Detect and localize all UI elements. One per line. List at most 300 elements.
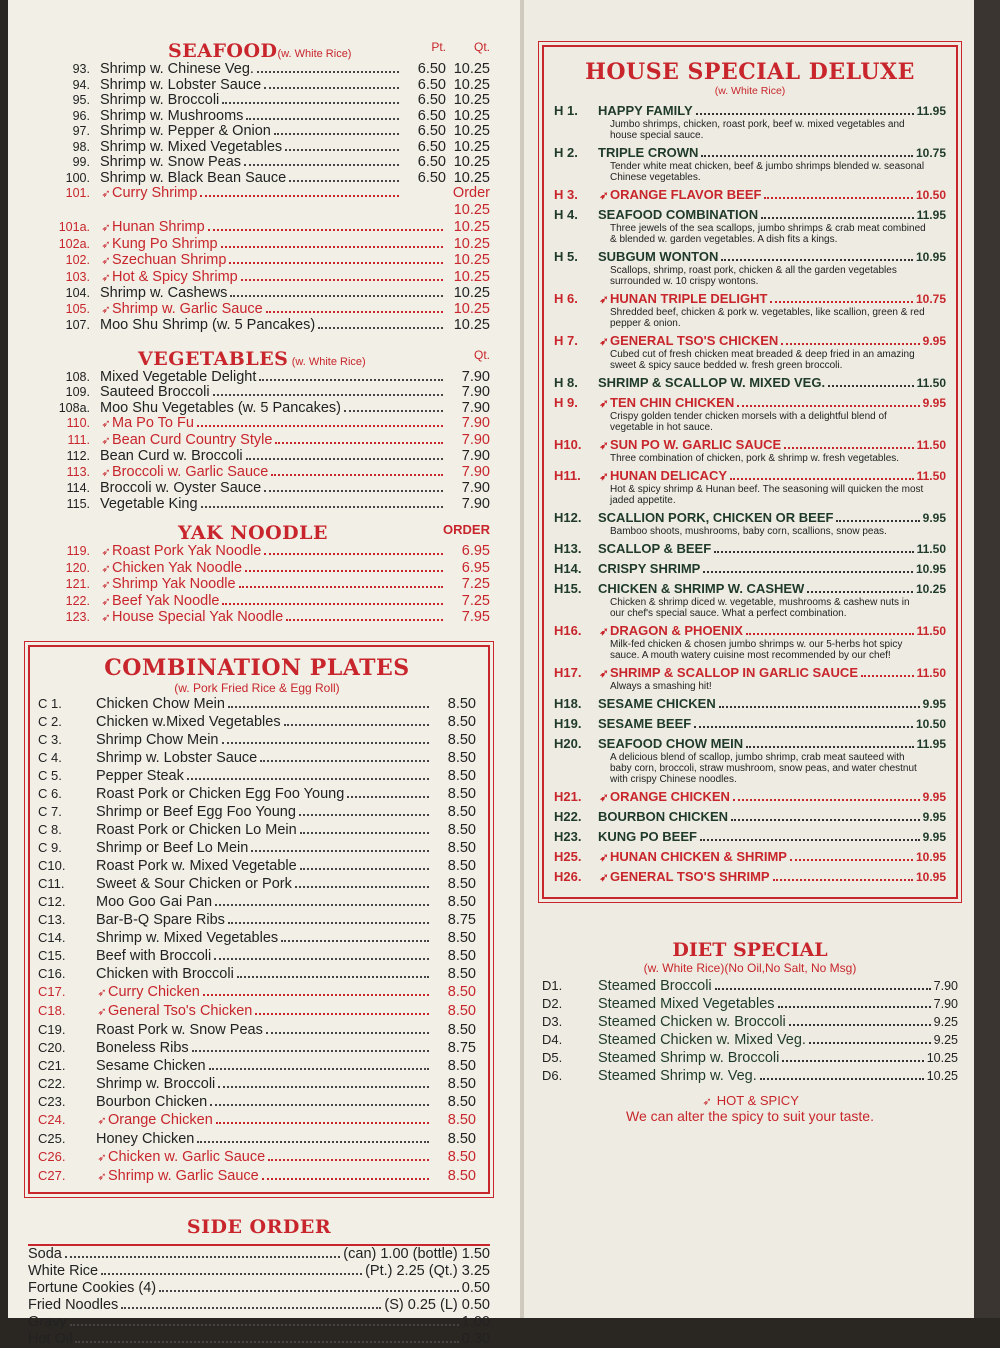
item-number: C24. (38, 1111, 66, 1127)
house-special-item (554, 829, 946, 845)
item-description: Scallops, shrimp, roast pork, chicken & all the garden vegetables surrounded w. 10 crispy wontons. (610, 265, 897, 287)
item-name: Roast Pork Yak Noodle (112, 543, 262, 559)
leader-dots (836, 520, 919, 522)
house-special-line (554, 145, 946, 161)
leader-dots (121, 1307, 381, 1309)
leader-dots (237, 976, 429, 978)
leader-dots (264, 490, 443, 492)
leader-dots (203, 994, 429, 996)
item-name: Steamed Mixed Vegetables (598, 996, 775, 1012)
item-number: 121. (65, 577, 90, 591)
leader-dots (286, 619, 443, 621)
leader-dots (861, 675, 914, 677)
house-special-line (554, 561, 946, 577)
leader-dots (246, 458, 443, 460)
item-name: Ma Po To Fu (112, 415, 194, 431)
leader-dots (284, 724, 429, 726)
house-special-line (554, 207, 946, 223)
item-name: Soda (28, 1245, 62, 1262)
yak-col-order: ORDER (443, 522, 490, 537)
item-number: C26. (38, 1148, 66, 1164)
item-number: H22. (554, 809, 582, 824)
leader-dots (760, 1078, 924, 1080)
item-number: 101. (65, 186, 90, 200)
item-number: H26. (554, 869, 582, 884)
chili-icon: ➶ (101, 238, 111, 251)
leader-dots (197, 425, 443, 427)
item-price: (can) 1.00 (bottle) 1.50 (343, 1245, 490, 1262)
item-name: ORANGE FLAVOR BEEF (610, 187, 762, 202)
leader-dots (197, 1141, 429, 1143)
house-special-item (554, 623, 946, 661)
item-name: Roast Pork or Chicken Egg Foo Young (96, 785, 345, 802)
item-description: A delicious blend of scallop, jumbo shrimp, crab meat sauteed with baby corn, broccoli, straw mushroom, snow peas, and water chestnut with crispy Chinese noodles. (610, 752, 917, 785)
leader-dots (228, 922, 429, 924)
item-name: Sweet & Sour Chicken or Pork (96, 875, 292, 892)
item-number: H17. (554, 665, 582, 680)
house-special-item (554, 561, 946, 577)
item-name: Broccoli w. Oyster Sauce (100, 480, 262, 496)
item-name: Shrimp Chow Mein (96, 731, 219, 748)
menu-item-row (28, 124, 490, 140)
item-number: C16. (38, 965, 66, 981)
item-price: 6.50 (417, 154, 446, 170)
item-name: Curry Chicken (108, 983, 200, 1000)
combo-title: COMBINATION PLATES (104, 654, 410, 681)
menu-item-row (28, 186, 490, 203)
leader-dots (730, 478, 914, 480)
item-name: Shrimp w. Chinese Veg. (100, 61, 254, 77)
item-number: C18. (38, 1002, 66, 1018)
house-special-item (554, 665, 946, 692)
item-price: 7.90 (461, 415, 490, 431)
item-number: H 6. (554, 291, 578, 306)
menu-item-row (38, 1130, 476, 1148)
leader-dots (262, 1178, 429, 1180)
leader-dots (696, 113, 914, 115)
leader-dots (70, 1324, 459, 1326)
menu-item-row (28, 385, 490, 401)
item-number: H 1. (554, 103, 578, 118)
leader-dots (213, 394, 443, 396)
house-special-item (554, 468, 946, 506)
menu-item-row (28, 401, 490, 417)
item-name: Shrimp w. Pepper & Onion (100, 123, 271, 139)
item-price: 10.25 (915, 582, 946, 596)
item-price: 8.50 (447, 1093, 476, 1110)
item-name: KUNG PO BEEF (598, 829, 697, 844)
house-special-title: HOUSE SPECIAL DELUXE (585, 59, 915, 85)
item-price: 7.90 (461, 431, 490, 448)
menu-item-row (38, 1039, 476, 1057)
item-price: 7.90 (461, 448, 490, 464)
item-name: Steamed Shrimp w. Broccoli (598, 1050, 780, 1066)
menu-item-row (38, 1057, 476, 1075)
item-price: 10.95 (915, 250, 946, 264)
item-price: 8.75 (447, 911, 476, 928)
item-price: 11.50 (916, 376, 946, 390)
item-number: 99. (72, 155, 90, 169)
chili-icon: ➶ (101, 546, 111, 558)
diet-special-section (542, 939, 958, 1124)
menu-item-row (28, 140, 490, 156)
item-name: Boneless Ribs (96, 1039, 189, 1056)
chili-icon: ➶ (97, 1005, 107, 1018)
leader-dots (159, 1290, 459, 1292)
chili-icon: ➶ (97, 986, 107, 999)
item-number: H12. (554, 510, 582, 525)
combination-plates-box (28, 645, 490, 1194)
item-price: 10.25 (453, 123, 490, 139)
leader-dots (192, 1050, 429, 1052)
menu-item-row (28, 481, 490, 497)
item-price: 7.90 (461, 399, 490, 416)
item-name: Honey Chicken (96, 1130, 195, 1147)
item-price: 8.50 (447, 785, 476, 802)
item-name: GENERAL TSO'S CHICKEN (610, 333, 779, 348)
item-price: 10.75 (915, 146, 946, 160)
item-number: H18. (554, 696, 582, 711)
item-description: Three combination of chicken, pork & shrimp w. fresh vegetables. (610, 453, 900, 464)
item-price: 7.90 (461, 463, 490, 480)
menu-item-row (28, 220, 490, 237)
item-price: 6.50 (417, 61, 446, 77)
item-price: 8.50 (447, 947, 476, 964)
menu-item-row (28, 610, 490, 627)
diet-item-row (542, 1067, 958, 1085)
item-price: 6.95 (461, 543, 490, 559)
leader-dots (285, 149, 399, 151)
side-order-title: SIDE ORDER (186, 1215, 332, 1238)
side-order-row (28, 1297, 490, 1314)
house-special-item (554, 333, 946, 371)
item-name: Chicken w.Mixed Vegetables (96, 713, 281, 730)
item-price: 9.95 (922, 334, 946, 348)
item-number: C25. (38, 1130, 66, 1146)
item-price: 8.50 (447, 965, 476, 982)
leader-dots (264, 87, 399, 89)
item-price: 10.95 (915, 562, 946, 576)
leader-dots (221, 246, 443, 248)
left-menu-panel (8, 0, 520, 1347)
diet-special-note: (w. White Rice)(No Oil,No Salt, No Msg) (643, 961, 857, 975)
item-name: Moo Shu Shrimp (w. 5 Pancakes) (100, 317, 316, 333)
leader-dots (300, 832, 429, 834)
item-price: 7.90 (933, 997, 958, 1011)
leader-dots (266, 1032, 429, 1034)
item-description: Always a smashing hit! (610, 681, 712, 692)
leader-dots (289, 180, 399, 182)
house-special-line (554, 789, 946, 805)
item-number: H 5. (554, 249, 578, 264)
item-number: H23. (554, 829, 582, 844)
item-name: Shrimp w. Broccoli (100, 92, 220, 108)
leader-dots (216, 1122, 429, 1124)
item-name: Roast Pork or Chicken Lo Mein (96, 821, 297, 838)
item-number: 102a. (58, 236, 90, 251)
item-name: General Tso's Chicken (108, 1002, 253, 1019)
item-price: 8.50 (447, 893, 476, 910)
house-special-item (554, 869, 946, 885)
leader-dots (255, 1013, 429, 1015)
menu-item-row (38, 929, 476, 947)
item-name: SESAME BEEF (598, 716, 692, 731)
item-name: Shrimp w. Lobster Sauce (96, 749, 258, 766)
item-number: 102. (65, 253, 90, 267)
item-price: 8.50 (447, 857, 476, 874)
item-name: Shrimp w. Garlic Sauce (108, 1167, 259, 1184)
item-price: 10.25 (453, 300, 490, 317)
item-name: Orange Chicken (108, 1111, 213, 1128)
menu-item-row (38, 947, 476, 965)
item-price: 9.95 (922, 790, 946, 804)
chili-icon: ➶ (101, 562, 111, 575)
leader-dots (281, 940, 429, 942)
chili-icon: ➶ (97, 1151, 107, 1164)
item-number: C12. (38, 893, 66, 909)
leader-dots (209, 1068, 429, 1070)
chili-icon: ➶ (101, 466, 111, 479)
item-price: 8.50 (447, 731, 476, 748)
leader-dots (778, 1006, 931, 1008)
item-price: 10.25 (453, 219, 490, 235)
item-price: 10.75 (915, 292, 946, 306)
item-price: 10.25 (453, 285, 490, 301)
chili-icon: ➶ (101, 612, 111, 624)
leader-dots (746, 633, 914, 635)
item-price: 6.50 (417, 107, 446, 124)
yak-noodle-list (28, 544, 490, 627)
leader-dots (773, 879, 913, 881)
item-price: 11.50 (916, 469, 946, 483)
leader-dots (737, 405, 919, 407)
item-price: (Pt.) 2.25 (Qt.) 3.25 (365, 1262, 490, 1279)
item-name: TRIPLE CROWN (598, 145, 699, 160)
menu-item-row (28, 544, 490, 561)
item-price: 7.25 (461, 592, 490, 609)
item-name: Fried Noodles (28, 1296, 119, 1313)
item-number: H19. (554, 716, 582, 731)
item-number: H13. (554, 541, 582, 556)
menu-item-row (38, 1002, 476, 1021)
chili-icon: ➶ (599, 872, 609, 884)
leader-dots (208, 229, 443, 231)
diet-special-title: DIET SPECIAL (672, 939, 828, 961)
item-number: C 1. (38, 695, 62, 711)
leader-dots (733, 799, 920, 801)
item-name: Shrimp w. Snow Peas (100, 154, 242, 170)
menu-item-row (38, 749, 476, 767)
item-number: D3. (542, 1014, 563, 1029)
chili-icon: ➶ (599, 792, 609, 804)
leader-dots (75, 1341, 458, 1343)
house-special-item (554, 249, 946, 287)
hot-spicy-legend (542, 1093, 958, 1108)
leader-dots (770, 301, 913, 303)
item-name: House Special Yak Noodle (112, 609, 284, 625)
menu-item-row (28, 270, 490, 287)
item-number: 122. (65, 593, 90, 608)
right-menu-panel (524, 0, 974, 1318)
background-edge (974, 0, 1000, 1318)
leader-dots (214, 958, 429, 960)
house-special-item (554, 145, 946, 183)
item-description: Crispy golden tender chicken morsels with a delightful blend of vegetable in hot sauce. (610, 411, 887, 433)
item-price: 10.25 (453, 235, 490, 252)
item-number: H14. (554, 561, 582, 576)
item-price: 10.25 (453, 107, 490, 124)
combo-list (38, 695, 476, 1186)
menu-item-row (28, 155, 490, 171)
menu-item-row (28, 62, 490, 78)
item-name: SCALLION PORK, CHICKEN OR BEEF (598, 510, 834, 525)
item-price: 8.50 (447, 821, 476, 838)
item-price: 9.95 (922, 511, 946, 525)
house-special-item (554, 395, 946, 433)
item-price: 7.95 (461, 609, 490, 625)
house-special-item (554, 849, 946, 865)
chili-icon: ➶ (599, 668, 609, 680)
house-special-item (554, 541, 946, 557)
menu-item-row (38, 965, 476, 983)
item-description: Tender white meat chicken, beef & jumbo shrimps blended w. seasonal Chinese vegetables. (610, 161, 925, 183)
leader-dots (344, 410, 443, 412)
item-price: 6.50 (417, 76, 446, 93)
item-number: C11. (38, 875, 65, 891)
item-number: 108. (65, 369, 90, 384)
menu-item-row (38, 821, 476, 839)
leader-dots (746, 746, 913, 748)
item-number: 101a. (58, 220, 90, 234)
chili-icon: ➶ (97, 1114, 107, 1127)
menu-item-row (38, 857, 476, 875)
item-name: HAPPY FAMILY (598, 103, 693, 118)
item-price: 8.50 (447, 695, 476, 712)
item-number: H10. (554, 437, 582, 452)
item-name: SEAFOOD CHOW MEIN (598, 736, 744, 751)
chili-icon: ➶ (101, 303, 111, 316)
item-number: 114. (66, 481, 90, 495)
menu-item-row (28, 449, 490, 465)
house-special-line (554, 869, 946, 885)
vegetables-section (28, 348, 490, 513)
item-price: 11.95 (916, 104, 946, 118)
chili-icon: ➶ (599, 852, 609, 864)
chili-icon: ➶ (101, 579, 111, 591)
item-number: D1. (542, 978, 563, 993)
item-name: Chicken w. Garlic Sauce (108, 1148, 266, 1165)
leader-dots (268, 1159, 429, 1161)
item-number: H 3. (554, 187, 578, 202)
seafood-list (28, 62, 490, 203)
item-number: 105. (65, 301, 90, 316)
leader-dots (714, 551, 913, 553)
leader-dots (761, 217, 914, 219)
leader-dots (701, 155, 913, 157)
leader-dots (228, 706, 429, 708)
menu-item-row (28, 109, 490, 125)
item-number: C21. (38, 1057, 66, 1073)
item-number: 103. (65, 269, 90, 284)
item-price: 6.50 (417, 92, 446, 108)
leader-dots (215, 904, 429, 906)
item-number: D6. (542, 1068, 563, 1083)
item-price: 8.50 (447, 929, 476, 946)
side-order-row (28, 1246, 490, 1263)
chili-icon: ➶ (599, 440, 609, 452)
item-number: H 4. (554, 207, 578, 222)
item-number: 111. (67, 432, 90, 447)
item-name: Curry Shrimp (112, 185, 198, 201)
item-name: Steamed Shrimp w. Veg. (598, 1068, 757, 1084)
house-special-item (554, 187, 946, 203)
item-number: C14. (38, 929, 66, 945)
leader-dots (201, 506, 443, 508)
yak-noodle-title: YAK NOODLE (178, 522, 329, 544)
item-price: 9.25 (933, 1015, 958, 1029)
item-name: Steamed Broccoli (598, 978, 712, 994)
chili-icon: ➶ (599, 471, 609, 483)
item-price: 8.50 (447, 1075, 476, 1092)
item-name: Shrimp w. Mixed Vegetables (100, 138, 283, 155)
item-description: Hot & spicy shrimp & Hunan beef. The seasoning will quicken the most jaded appetite. (610, 484, 924, 506)
item-price: 8.50 (447, 983, 476, 1000)
item-number: H 2. (554, 145, 578, 160)
menu-item-row (38, 785, 476, 803)
item-name: Gravy (28, 1313, 67, 1330)
seafood-col-pt: Pt. (431, 40, 446, 54)
item-price: 10.95 (915, 870, 946, 884)
item-price: 9.25 (933, 1033, 958, 1047)
diet-item-row (542, 1013, 958, 1031)
item-name: SCALLOP & BEEF (598, 541, 712, 556)
house-special-line (554, 849, 946, 865)
item-name: Shrimp w. Lobster Sauce (100, 76, 262, 93)
diet-item-row (542, 977, 958, 995)
item-number: 93. (72, 62, 90, 76)
item-price: 8.50 (447, 767, 476, 784)
leader-dots (764, 197, 913, 199)
house-special-line (554, 809, 946, 825)
leader-dots (245, 570, 443, 572)
item-price: 1.00 (461, 1313, 490, 1330)
item-price: 7.90 (461, 368, 490, 385)
side-order-list (28, 1246, 490, 1348)
house-special-line (554, 187, 946, 203)
item-price: 10.95 (915, 850, 946, 864)
leader-dots (241, 279, 443, 281)
item-number: D4. (542, 1032, 563, 1047)
house-special-line (554, 829, 946, 845)
leader-dots (230, 295, 443, 297)
menu-item-row (38, 839, 476, 857)
house-special-note: (w. White Rice) (714, 85, 786, 97)
item-price: 10.25 (453, 169, 490, 186)
chili-icon: ➶ (97, 1170, 107, 1183)
menu-item-row (38, 1148, 476, 1167)
item-name: Moo Goo Gai Pan (96, 893, 213, 910)
item-name: Beef with Broccoli (96, 947, 212, 964)
leader-dots (719, 706, 920, 708)
side-order-row (28, 1280, 490, 1297)
menu-item-row (28, 237, 490, 254)
item-name: GENERAL TSO'S SHRIMP (610, 869, 770, 884)
item-description: Milk-fed chicken & chosen jumbo shrimps w. our 5-herbs hot spicy sauce. A mouth watery cuisine most recommended by our chef! (610, 639, 903, 661)
diet-item-row (542, 1049, 958, 1067)
seafood-list-2 (28, 220, 490, 334)
spicy-footer-note: We can alter the spicy to suit your taste. (626, 1108, 874, 1124)
item-name: Kung Po Shrimp (112, 235, 218, 252)
